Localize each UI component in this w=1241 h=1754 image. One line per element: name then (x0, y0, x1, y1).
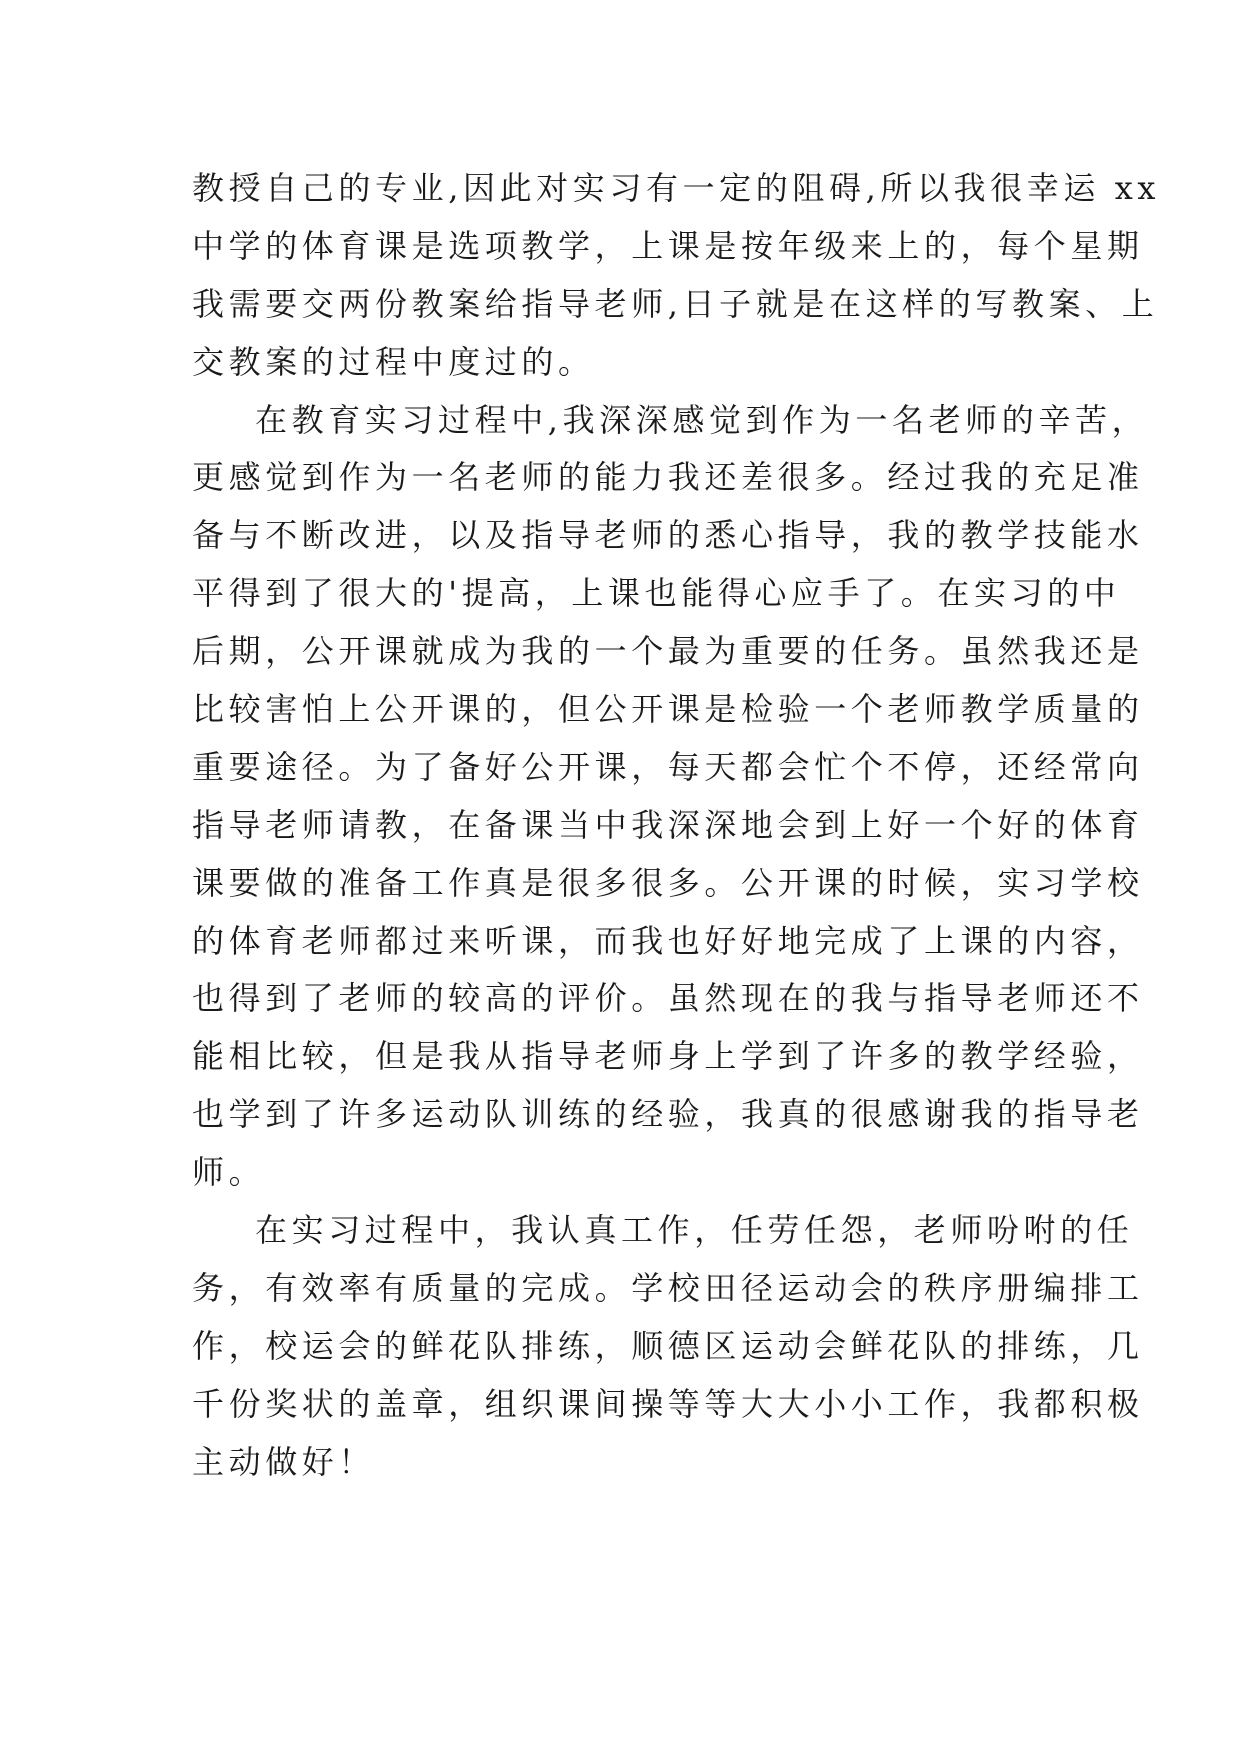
text-line: 主动做好！ (192, 1442, 376, 1481)
text-line: 中学的体育课是选项教学，上课是按年级来上的，每个星期 (192, 226, 1144, 265)
text-line: 重要途径。为了备好公开课，每天都会忙个不停，还经常向 (192, 747, 1144, 786)
text-line: 师。 (192, 1153, 266, 1192)
text-line: 后期，公开课就成为我的一个最为重要的任务。虽然我还是 (192, 632, 1144, 671)
text-line: 的体育老师都过来听课，而我也好好地完成了上课的内容， (192, 921, 1144, 960)
text-line: 千份奖状的盖章，组织课间操等等大大小小工作，我都积极 (192, 1384, 1144, 1423)
paragraph-first-line: 在教育实习过程中,我深深感觉到作为一名老师的辛苦， (255, 400, 1149, 439)
text-line: 交教案的过程中度过的。 (192, 342, 595, 381)
text-line: 更感觉到作为一名老师的能力我还差很多。经过我的充足准 (192, 458, 1144, 497)
text-line: 也得到了老师的较高的评价。虽然现在的我与指导老师还不 (192, 979, 1144, 1018)
body-text (192, 160, 1161, 1491)
text-line: 务，有效率有质量的完成。学校田径运动会的秩序册编排工 (192, 1268, 1144, 1307)
text-line: 教授自己的专业,因此对实习有一定的阻碍,所以我很幸运 xx (192, 169, 1161, 207)
text-line: 平得到了很大的'提高，上课也能得心应手了。在实习的中 (192, 574, 1121, 613)
text-line: 指导老师请教，在备课当中我深深地会到上好一个好的体育 (192, 805, 1144, 844)
text-line: 备与不断改进，以及指导老师的悉心指导，我的教学技能水 (192, 516, 1144, 555)
paragraph-first-line: 在实习过程中，我认真工作，任劳任怨，老师吩咐的任 (255, 1211, 1134, 1250)
text-line: 我需要交两份教案给指导老师,日子就是在这样的写教案、上 (192, 284, 1159, 323)
text-line: 也学到了许多运动队训练的经验，我真的很感谢我的指导老 (192, 1095, 1144, 1134)
text-line: 比较害怕上公开课的，但公开课是检验一个老师教学质量的 (192, 690, 1144, 729)
text-line: 课要做的准备工作真是很多很多。公开课的时候，实习学校 (192, 863, 1144, 902)
text-line: 能相比较，但是我从指导老师身上学到了许多的教学经验， (192, 1037, 1144, 1076)
text-line: 作，校运会的鲜花队排练，顺德区运动会鲜花队的排练，几 (192, 1326, 1144, 1365)
